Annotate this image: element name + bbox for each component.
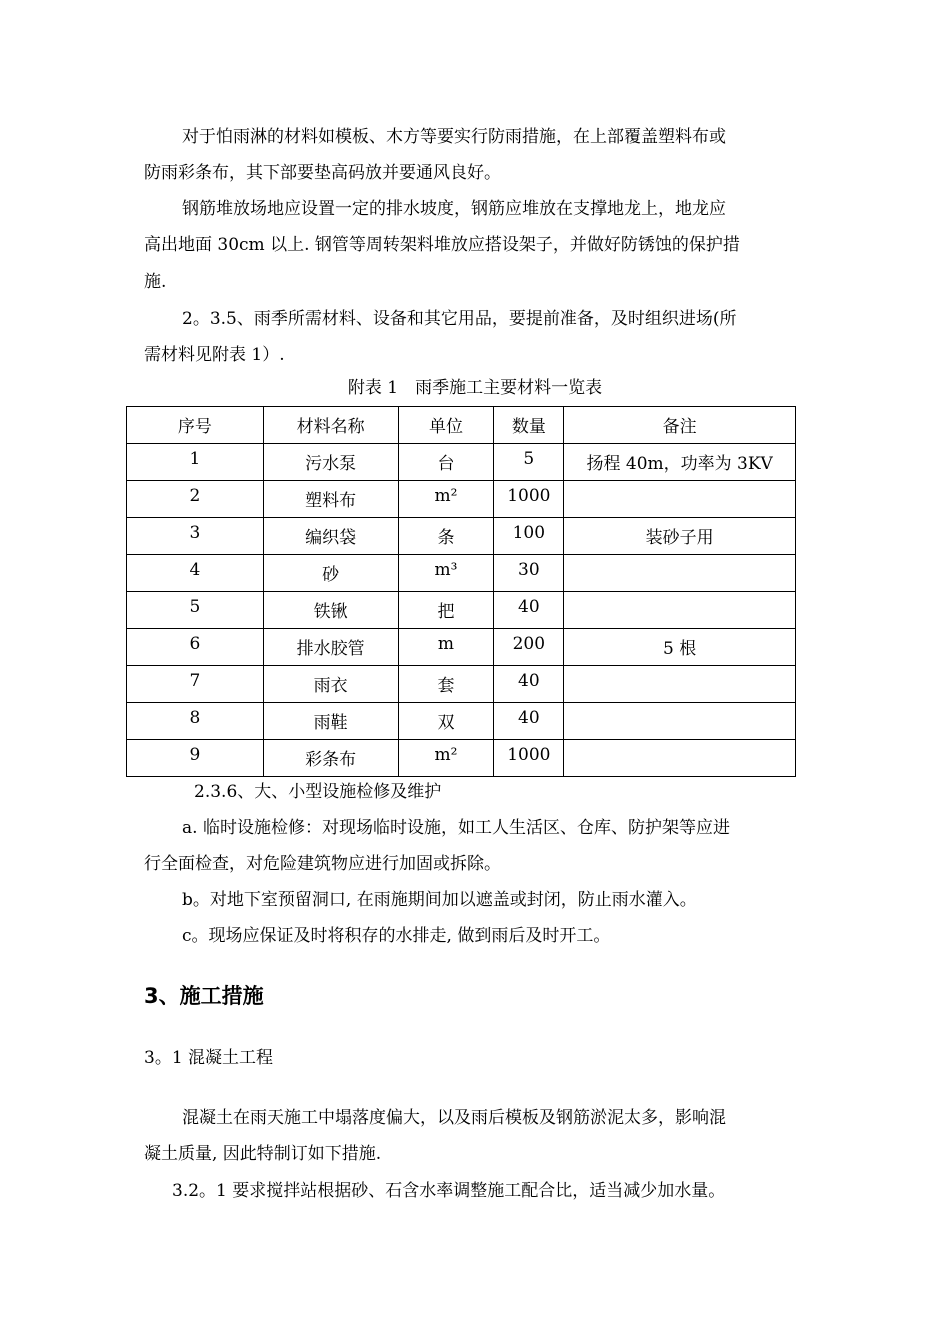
table-row [127, 628, 796, 665]
header-cell: 材料名称 [263, 407, 398, 444]
table-row [127, 665, 796, 702]
table-cell: 4 [127, 554, 264, 591]
table-cell: 7 [127, 665, 264, 702]
table-cell: 6 [127, 628, 264, 665]
table-cell: 9 [127, 739, 264, 776]
paragraph-line: 对于怕雨淋的材料如模板、木方等要实行防雨措施，在上部覆盖塑料布或 [182, 127, 726, 147]
paragraph-line: 钢筋堆放场地应设置一定的排水坡度，钢筋应堆放在支撑地龙上，地龙应 [182, 199, 726, 219]
table-row [127, 517, 796, 554]
table-cell [564, 554, 796, 591]
header-cell: 备注 [564, 407, 796, 444]
table-cell: 套 [398, 665, 494, 702]
table-cell: 塑料布 [263, 480, 398, 517]
table-cell [564, 665, 796, 702]
table-row [127, 702, 796, 739]
table-cell: 把 [398, 591, 494, 628]
table-cell: 2 [127, 480, 264, 517]
paragraph-line: 防雨彩条布，其下部要垫高码放并要通风良好。 [144, 163, 501, 183]
table-cell: 1 [127, 443, 264, 480]
table-cell [564, 702, 796, 739]
table-cell: 8 [127, 702, 264, 739]
table-cell: 台 [398, 443, 494, 480]
paragraph-line: 3.2。1 要求搅拌站根据砂、石含水率调整施工配合比，适当减少加水量。 [172, 1181, 726, 1201]
table-row [127, 591, 796, 628]
table-cell: 40 [494, 702, 564, 739]
paragraph-line: 2。3.5、雨季所需材料、设备和其它用品，要提前准备，及时组织进场(所 [182, 309, 737, 329]
table-cell: 铁锹 [263, 591, 398, 628]
table-cell: 100 [494, 517, 564, 554]
table-cell: 40 [494, 665, 564, 702]
table-cell: 扬程 40m，功率为 3KV [564, 443, 796, 480]
paragraph-line: 混凝土在雨天施工中塌落度偏大，以及雨后模板及钢筋淤泥太多，影响混 [182, 1108, 726, 1128]
table-cell: m³ [398, 554, 494, 591]
table-cell: 雨鞋 [263, 702, 398, 739]
header-cell: 数量 [494, 407, 564, 444]
table-row [127, 739, 796, 776]
paragraph-line: 高出地面 30cm 以上. 钢管等周转架料堆放应搭设架子，并做好防锈蚀的保护措 [144, 235, 740, 255]
table-row [127, 480, 796, 517]
table-cell: 200 [494, 628, 564, 665]
table-caption: 附表 1 雨季施工主要材料一览表 [347, 378, 603, 398]
table-cell [564, 480, 796, 517]
subsection-heading: 3。1 混凝土工程 [144, 1048, 274, 1068]
table-cell: 5 根 [564, 628, 796, 665]
table-cell: m² [398, 480, 494, 517]
table-cell: 排水胶管 [263, 628, 398, 665]
paragraph-line: 行全面检查，对危险建筑物应进行加固或拆除。 [144, 854, 501, 874]
table-cell: 40 [494, 591, 564, 628]
table-cell [564, 591, 796, 628]
header-cell: 序号 [127, 407, 264, 444]
table-cell [564, 739, 796, 776]
table-cell: 编织袋 [263, 517, 398, 554]
table-body [127, 443, 796, 776]
paragraph-line: c。现场应保证及时将积存的水排走, 做到雨后及时开工。 [182, 926, 611, 946]
paragraph-line: 2.3.6、大、小型设施检修及维护 [194, 782, 442, 802]
materials-table [126, 406, 796, 777]
table-cell: 彩条布 [263, 739, 398, 776]
table-row [127, 443, 796, 480]
table-cell: m² [398, 739, 494, 776]
header-cell: 单位 [398, 407, 494, 444]
paragraph-line: 需材料见附表 1）. [144, 345, 285, 365]
paragraph-line: a. 临时设施检修：对现场临时设施，如工人生活区、仓库、防护架等应进 [182, 818, 730, 838]
table-cell: 砂 [263, 554, 398, 591]
table-cell: 5 [494, 443, 564, 480]
table-cell: 污水泵 [263, 443, 398, 480]
table-header-row [127, 407, 796, 444]
table-cell: 3 [127, 517, 264, 554]
table-row [127, 554, 796, 591]
section-heading: 3、施工措施 [144, 984, 264, 1008]
table-cell: 装砂子用 [564, 517, 796, 554]
paragraph-line: 凝土质量, 因此特制订如下措施. [144, 1144, 382, 1164]
table-cell: 双 [398, 702, 494, 739]
table-cell: 5 [127, 591, 264, 628]
table-cell: 30 [494, 554, 564, 591]
table-cell: 条 [398, 517, 494, 554]
table-cell: 1000 [494, 480, 564, 517]
paragraph-line: b。对地下室预留洞口, 在雨施期间加以遮盖或封闭，防止雨水灌入。 [182, 890, 697, 910]
table-cell: m [398, 628, 494, 665]
table-cell: 雨衣 [263, 665, 398, 702]
table-cell: 1000 [494, 739, 564, 776]
paragraph-line: 施. [144, 272, 167, 292]
